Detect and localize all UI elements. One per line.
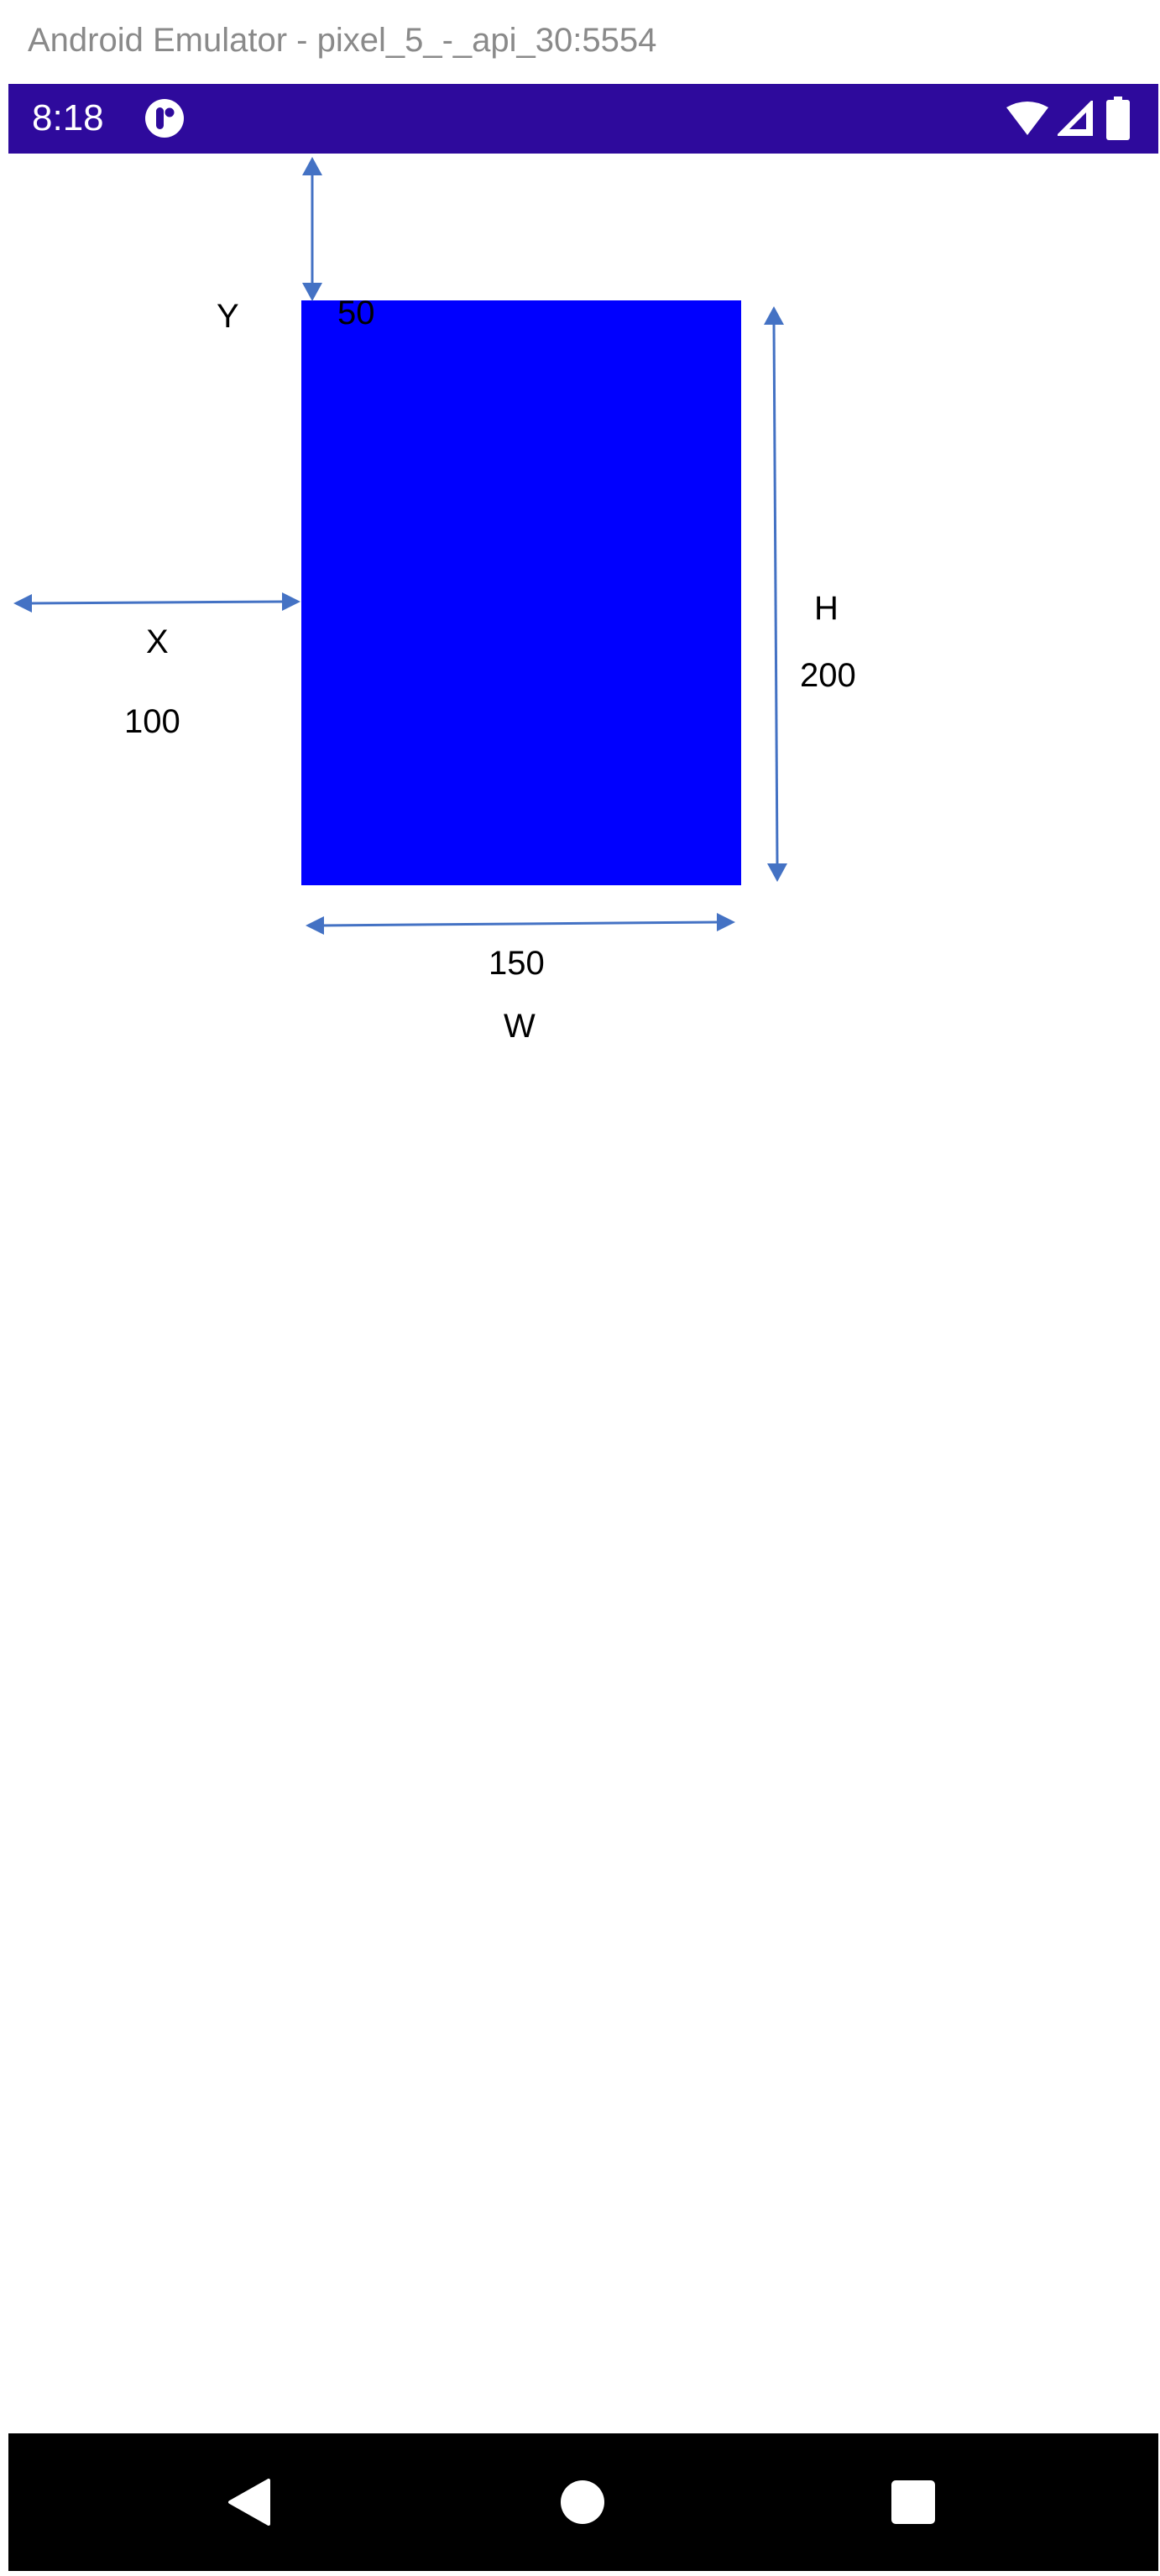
back-icon[interactable] bbox=[225, 2477, 275, 2527]
app-content bbox=[8, 154, 1158, 2433]
home-icon[interactable] bbox=[557, 2477, 608, 2527]
wifi-icon bbox=[1006, 101, 1049, 136]
status-bar bbox=[8, 84, 1158, 154]
h-label: H bbox=[814, 590, 839, 627]
app-notification-icon bbox=[144, 98, 185, 138]
status-time: 8:18 bbox=[32, 97, 104, 138]
h-value: 200 bbox=[800, 657, 856, 694]
y-dimension-arrow bbox=[302, 157, 322, 301]
navigation-bar bbox=[8, 2433, 1158, 2571]
x-dimension-arrow bbox=[13, 592, 300, 613]
x-value: 100 bbox=[124, 703, 180, 740]
window-titlebar bbox=[0, 0, 1160, 84]
y-label: Y bbox=[217, 298, 239, 335]
recents-icon[interactable] bbox=[888, 2477, 938, 2527]
window-title: Android Emulator - pixel_5_-_api_30:5554 bbox=[28, 22, 657, 59]
w-value: 150 bbox=[489, 945, 545, 982]
device-screen bbox=[8, 84, 1158, 2571]
cellular-signal-icon bbox=[1058, 101, 1093, 136]
w-label: W bbox=[504, 1008, 536, 1045]
dimension-annotations bbox=[8, 154, 1158, 2433]
x-label: X bbox=[146, 623, 169, 660]
w-dimension-arrow bbox=[306, 913, 735, 935]
y-value: 50 bbox=[337, 295, 375, 331]
h-dimension-arrow bbox=[764, 306, 787, 882]
battery-icon bbox=[1106, 96, 1130, 140]
